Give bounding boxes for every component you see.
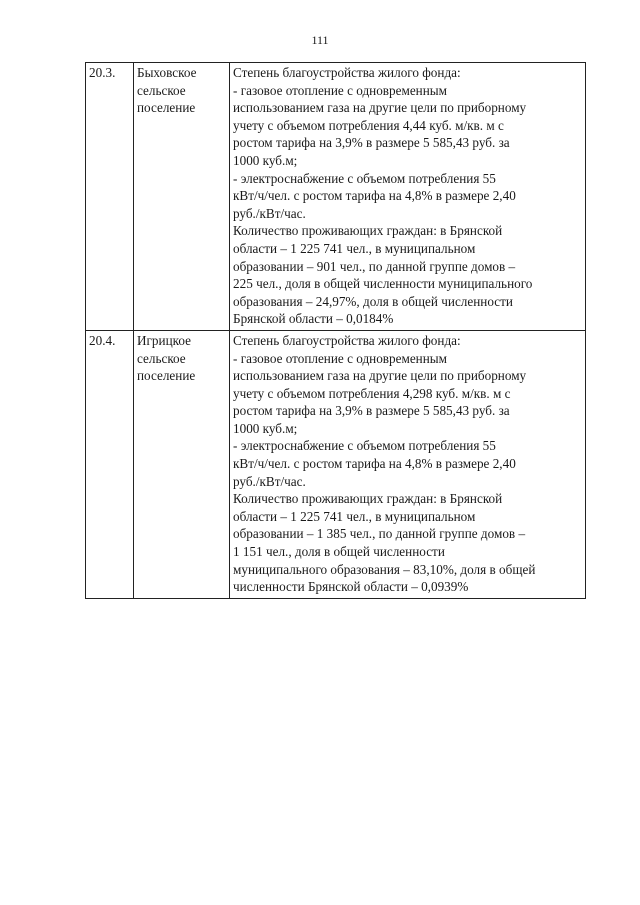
description-line: учету с объемом потребления 4,298 куб. м/кв. м с (233, 385, 511, 401)
description-line: образовании – 1 385 чел., по данной группе домов – (233, 526, 526, 542)
description-line: ростом тарифа на 3,9% в размере 5 585,43 руб. за (233, 403, 510, 419)
settlement-name-line: сельское (137, 350, 186, 366)
settlement-name-line: Быховское (137, 65, 197, 80)
table-row (86, 330, 586, 598)
description-line: 1000 куб.м; (233, 420, 298, 436)
settlement-name-line: сельское (137, 82, 186, 98)
page-number: 111 (311, 33, 329, 47)
settlements-table (85, 62, 586, 599)
description-line: руб./кВт/час. (233, 205, 306, 221)
description-line: - газовое отопление с одновременным (233, 82, 447, 98)
description-line: Степень благоустройства жилого фонда: (233, 332, 461, 348)
description-line: - электроснабжение с объемом потребления 55 (233, 438, 496, 454)
description-line: Количество проживающих граждан: в Брянской (233, 491, 503, 507)
description-line: образовании – 901 чел., по данной группе домов – (233, 258, 516, 274)
row-number: 20.3. (86, 63, 134, 331)
description-line: образования – 24,97%, доля в общей численности (233, 293, 513, 309)
description-line: численности Брянской области – 0,0939% (233, 579, 469, 595)
settlement-description (230, 330, 586, 598)
settlement-name (134, 330, 230, 598)
description-line: Количество проживающих граждан: в Брянской (233, 223, 503, 239)
description-line: муниципального образования – 83,10%, доля в общей (233, 561, 536, 577)
description-line: использованием газа на другие цели по приборному (233, 100, 527, 116)
settlement-description (230, 63, 586, 331)
description-line: - электроснабжение с объемом потребления 55 (233, 170, 496, 186)
table-row (86, 63, 586, 331)
settlement-name-line: поселение (137, 100, 196, 116)
description-line: области – 1 225 741 чел., в муниципальном (233, 240, 476, 256)
description-line: Брянской области – 0,0184% (233, 311, 394, 327)
description-line: учету с объемом потребления 4,44 куб. м/кв. м с (233, 117, 504, 133)
description-line: кВт/ч/чел. с ростом тарифа на 4,8% в размере 2,40 (233, 456, 516, 472)
description-line: 1000 куб.м; (233, 152, 298, 168)
description-line: ростом тарифа на 3,9% в размере 5 585,43 руб. за (233, 135, 510, 151)
description-line: кВт/ч/чел. с ростом тарифа на 4,8% в размере 2,40 (233, 188, 516, 204)
settlement-name (134, 63, 230, 331)
description-line: - газовое отопление с одновременным (233, 350, 447, 366)
table-body (86, 63, 586, 599)
description-line: области – 1 225 741 чел., в муниципальном (233, 508, 476, 524)
settlement-name-line: поселение (137, 368, 196, 384)
description-line: использованием газа на другие цели по приборному (233, 368, 527, 384)
row-number: 20.4. (86, 330, 134, 598)
settlement-name-line: Игрицкое (137, 332, 191, 348)
description-line: 225 чел., доля в общей численности муниципального (233, 276, 533, 292)
description-line: 1 151 чел., доля в общей численности (233, 544, 445, 560)
description-line: руб./кВт/час. (233, 473, 306, 489)
description-line: Степень благоустройства жилого фонда: (233, 65, 461, 80)
